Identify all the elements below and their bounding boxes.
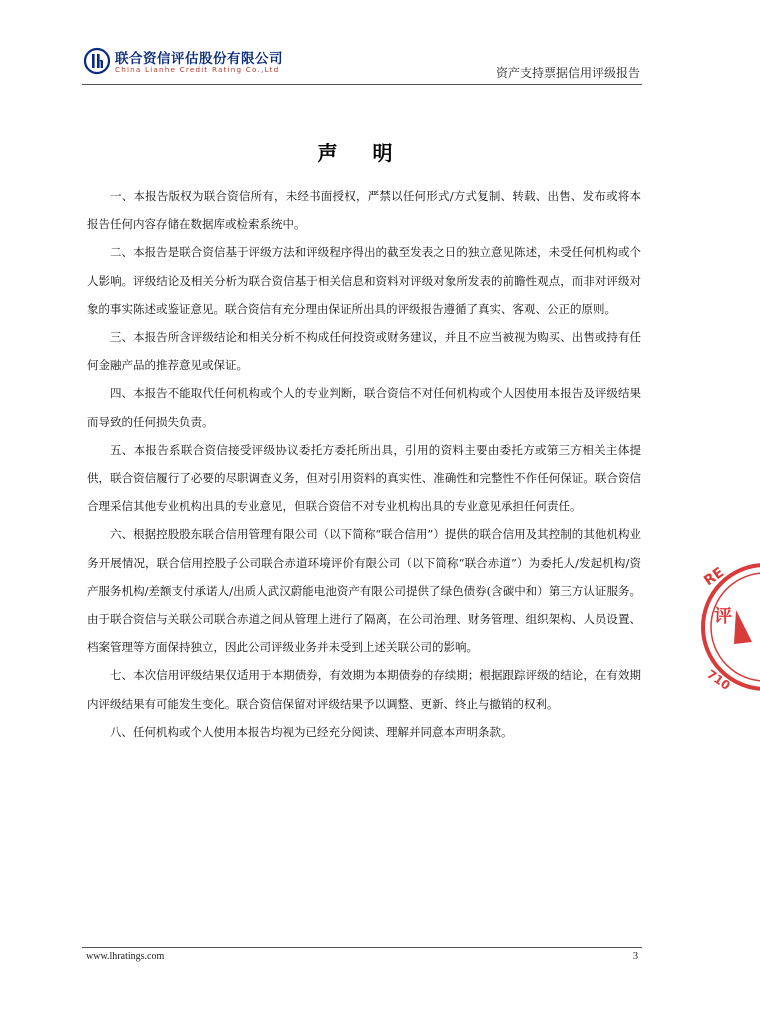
paragraph-6: 六、根据控股股东联合信用管理有限公司（以下简称“联合信用”）提供的联合信用及其控制的其他机构业务开展情况，联合信用控股子公司联合赤道环境评价有限公司（以下简称“联合赤道”）为委托人/发起机构/资产服务机构/差额支付承诺人/出质人武汉蔚能电池资产有限公司提供了绿色债券(含碳中和）第三方认证服务。由于联合资信与关联公司联合赤道之间从管理上进行了隔离，在公司治理、财务管理、组织架构、人员设置、档案管理等方面保持独立，因此公司评级业务并未受到上述关联公司的影响。 xyxy=(87,527,641,655)
page-title: 声 明 xyxy=(317,141,407,165)
company-name-cn: 联合资信评估股份有限公司 xyxy=(115,51,283,67)
report-type: 资产支持票据信用评级报告 xyxy=(495,66,640,80)
paragraph-8: 八、任何机构或个人使用本报告均视为已经充分阅读、理解并同意本声明条款。 xyxy=(110,724,513,739)
paragraph-5: 五、本报告系联合资信接受评级协议委托方委托所出具，引用的资料主要由委托方或第三方相关主体提供，联合资信履行了必要的尽职调查义务，但对引用资料的真实性、准确性和完整性不作任何保证。联合资信合理采信其他专业机构出具的专业意见，但联合资信不对专业机构出具的专业意见承担任何责任。 xyxy=(87,442,641,514)
footer-divider xyxy=(82,947,642,948)
footer-website-link[interactable]: www.lhratings.com xyxy=(86,951,165,962)
company-name-en: China Lianhe Credit Rating Co.,Ltd xyxy=(115,65,280,74)
svg-text:评: 评 xyxy=(714,606,732,627)
lianhe-logo-icon xyxy=(84,48,110,74)
page-number: 3 xyxy=(633,951,638,962)
svg-text:710: 710 xyxy=(704,666,733,693)
paragraph-7: 七、本次信用评级结果仅适用于本期债券，有效期为本期债券的存续期；根据跟踪评级的结论，在有效期内评级结果有可能发生变化。联合资信保留对评级结果予以调整、更新、终止与撤销的权利。 xyxy=(87,668,641,711)
company-seal-stamp xyxy=(690,552,760,702)
paragraph-2: 二、本报告是联合资信基于评级方法和评级程序得出的截至发表之日的独立意见陈述，未受任何机构或个人影响。评级结论及相关分析为联合资信基于相关信息和资料对评级对象所发表的前瞻性观点，而非对评级对象的事实陈述或鉴证意见。联合资信有充分理由保证所出具的评级报告遵循了真实、客观、公正的原则。 xyxy=(87,245,641,316)
svg-text:RE: RE xyxy=(701,564,727,590)
page-header xyxy=(82,44,642,86)
statement-body xyxy=(87,182,641,746)
paragraph-4: 四、本报告不能取代任何机构或个人的专业判断，联合资信不对任何机构或个人因使用本报告及评级结果而导致的任何损失负责。 xyxy=(87,386,641,429)
header-divider xyxy=(82,84,642,85)
paragraph-3: 三、本报告所含评级结论和相关分析不构成任何投资或财务建议，并且不应当被视为购买、出售或持有任何金融产品的推荐意见或保证。 xyxy=(87,330,641,373)
paragraph-1: 一、本报告版权为联合资信所有，未经书面授权，严禁以任何形式/方式复制、转载、出售、发布或将本报告任何内容存储在数据库或检索系统中。 xyxy=(87,189,641,232)
